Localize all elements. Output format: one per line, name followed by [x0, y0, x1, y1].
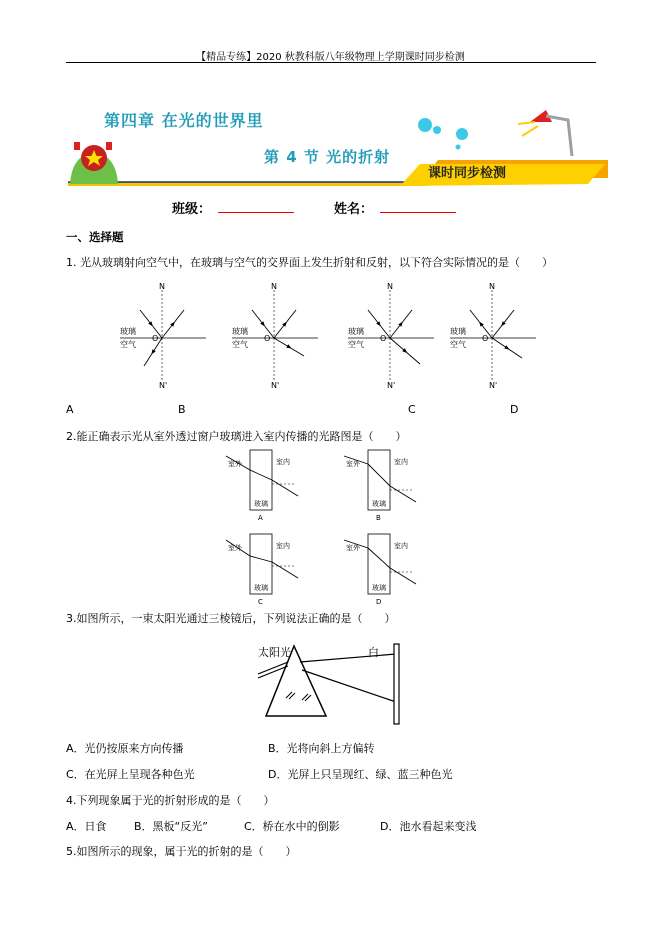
normal-top-label: N	[489, 282, 495, 291]
question-1: 1. 光从玻璃射向空气中，在玻璃与空气的交界面上发生折射和反射，以下符合实际情况的是（ ）	[66, 256, 553, 269]
class-blank[interactable]	[218, 212, 294, 213]
chapter-title: 第四章 在光的世界里	[104, 111, 264, 130]
air-label: 空气	[348, 340, 364, 349]
q1-figure-b	[222, 280, 322, 390]
q4-option-a: A．日食	[66, 820, 107, 833]
inside-label: 室内	[394, 458, 408, 466]
panel-label: C	[258, 598, 263, 606]
q1-figure-c	[338, 280, 438, 390]
normal-top-label: N	[271, 282, 277, 291]
question-2: 2.能正确表示光从室外透过窗户玻璃进入室内传播的光路图是（ ）	[66, 430, 407, 443]
header-rule	[66, 62, 596, 63]
normal-bottom-label: N'	[271, 381, 280, 390]
name-blank[interactable]	[380, 212, 456, 213]
q3-option-a: A．光仍按原来方向传播	[66, 742, 184, 755]
origin-label: O	[380, 334, 387, 343]
normal-bottom-label: N'	[387, 381, 396, 390]
air-label: 空气	[120, 340, 136, 349]
glass-label: 玻璃	[372, 500, 386, 508]
glass-label: 玻璃	[120, 327, 136, 336]
q1-option-b: B	[178, 403, 186, 416]
badge-label: 课时同步检测	[428, 166, 507, 181]
origin-label: O	[264, 334, 271, 343]
question-3: 3.如图所示，一束太阳光通过三棱镜后，下列说法正确的是（ ）	[66, 612, 396, 625]
origin-label: O	[152, 334, 159, 343]
outside-label: 室外	[228, 544, 242, 552]
inner-ray	[368, 464, 390, 486]
ray-arrow	[151, 349, 155, 354]
glass-label: 玻璃	[254, 584, 268, 592]
question-4: 4.下列现象属于光的折射形成的是（ ）	[66, 794, 275, 807]
q2-figures	[222, 446, 442, 606]
glass-label: 玻璃	[348, 327, 364, 336]
outside-label: 室外	[346, 544, 360, 552]
panel-label: B	[376, 514, 381, 522]
panel-label: D	[376, 598, 382, 606]
ray-arrow	[504, 345, 509, 349]
question-5: 5.如图所示的现象，属于光的折射的是（ ）	[66, 845, 297, 858]
origin-label: O	[482, 334, 489, 343]
exit-ray	[390, 486, 416, 502]
inside-label: 室内	[394, 542, 408, 550]
exit-ray	[390, 568, 416, 584]
glass-label: 玻璃	[450, 327, 466, 336]
air-label: 空气	[232, 340, 248, 349]
glass-label: 玻璃	[232, 327, 248, 336]
q4-option-c: C．桥在水中的倒影	[244, 820, 340, 833]
normal-top-label: N	[159, 282, 165, 291]
q4-option-d: D．池水看起来变浅	[380, 820, 477, 833]
normal-top-label: N	[387, 282, 393, 291]
q2-figure-a	[222, 446, 312, 522]
q3-option-b: B．光将向斜上方偏转	[268, 742, 375, 755]
class-label: 班级：	[172, 202, 212, 217]
outside-label: 室外	[346, 460, 360, 468]
inner-ray	[250, 470, 272, 480]
exit-ray	[272, 562, 298, 578]
prism-sun-label: 太阳光	[258, 646, 291, 659]
panel-label: A	[258, 514, 263, 522]
q1-option-a: A	[66, 403, 74, 416]
inside-label: 室内	[276, 458, 290, 466]
air-label: 空气	[450, 340, 466, 349]
page-header: 【精品专练】2020 秋教科版八年级物理上学期课时同步检测	[196, 52, 465, 63]
inner-ray	[368, 548, 390, 568]
q3-option-c: C．在光屏上呈现各种色光	[66, 768, 195, 781]
name-label: 姓名：	[334, 202, 374, 217]
inside-label: 室内	[276, 542, 290, 550]
q3-option-d: D．光屏上只呈现红、绿、蓝三种色光	[268, 768, 453, 781]
q2-figure-b	[340, 446, 430, 522]
q1-figure-d	[440, 280, 540, 390]
ray-arrow	[286, 344, 291, 348]
q2-figure-d	[340, 530, 430, 606]
normal-bottom-label: N'	[489, 381, 498, 390]
q1-option-d: D	[510, 403, 519, 416]
exit-ray	[272, 480, 298, 496]
outside-label: 室外	[228, 460, 242, 468]
q2-figure-c	[222, 530, 312, 606]
inner-ray	[250, 556, 272, 562]
q1-option-c: C	[408, 403, 416, 416]
glass-label: 玻璃	[254, 500, 268, 508]
section-title: 第 4 节 光的折射	[264, 148, 391, 166]
q1-figures	[110, 280, 540, 390]
section-heading: 一、选择题	[66, 230, 124, 244]
glass-label: 玻璃	[372, 584, 386, 592]
q4-option-b: B．黑板“反光”	[134, 820, 208, 833]
q1-figure-a	[110, 280, 210, 390]
normal-bottom-label: N'	[159, 381, 168, 390]
prism-white-label: 白	[368, 646, 379, 659]
